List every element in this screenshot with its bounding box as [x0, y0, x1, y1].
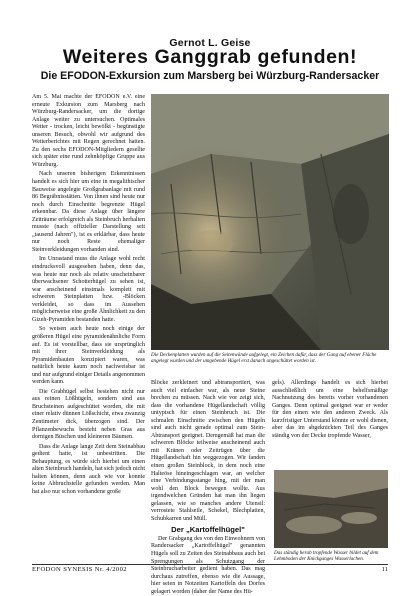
paragraph: So weisen auch heute noch einige der größeren Hügel eine pyramidenähnliche Form auf. Es ist vorstellbar, dass sie ursprünglich mit ihrer Steinverkleidung als Pyramidenbauten konzipiert waren, was natürlich heute kaum noch nachweisbar ist und nur aufgrund einiger Details angenommen werden kann. — [32, 326, 146, 386]
paragraph: Dass die Anlage lange Zeit dem Steinabbau gedient hatte, ist unbestritten. Die Behauptung, es würde sich hierbei um einen alten Steinbruch handeln, hat sich jedoch nicht halten können, denn auch wie vor konnte keine Abbruchstelle gefunden werden. Man hat also nur schon vorhandene große — [32, 443, 146, 495]
page-number: 11 — [381, 566, 388, 573]
paragraph: Blöcke zerkleinert und abtransportiert, was auch viel einfacher war, als neue Steine brechen zu müssen. Nach wie vor zeigt sich, dass die vorhandene Hügellandschaft völlig untypisch für einen Steinbruch ist. Die schmalen Einschnitte zwischen den Hügeln sind auch nicht gerade optimal zum Stein-Abtransport geeignet. Demgemäß hat man die schweren Blöcke teilweise anscheinend auch mit Kränen oder Zeitrügen über die Hügellandschaft hin weggezogen. Wir fanden einen großen Steinblock, in dem noch eine Halteöse hineingeschlagen war, an welcher eine Verbindungsstange hing, mit der man wohl den Block bewegen wollte. Aus irgendwelchen Gründen hat man ihn liegen gelassen, wie so manches andere Utensil: verrostete Stahlseile, Schekel, Blechplatten, Schubkarren und Müll. — [151, 380, 265, 522]
text-column-3 — [272, 380, 388, 468]
photo-caption: Die Deckenplatten wurden auf die Seitenwände aufgelegt, ein Zeichen dafür, dass der Gang auf ebener Fläche angelegt wurden und der umgebende Hügel erst danach angeschüttet worden ist. — [151, 352, 377, 365]
paragraph: Die Grabhügel selbst bestehen nicht nur aus reinen Lößhügeln, sondern sind aus Bruchsteinen aufgeschüttet worden, die mit einer relativ dünnen Lößschicht, etwa zwanzig Zentimeter dick, überzogen sind. Der Pflanzenbewuchs besteht neben Gras aus dornigen Büschen und kleineren Bäumen. — [32, 388, 145, 441]
stone-passage-photo — [151, 94, 389, 350]
text-column-2 — [151, 380, 265, 595]
text-column-1 — [32, 94, 145, 567]
paragraph: Im Unrastand muss die Anlage wohl recht eindrucksvoll ausgesehen haben, denn das, was heute nur noch als relativ unscheinbarer überwachsener Schotterhügel zu sehen ist, war anscheinend einstmals komplett mit schweren Steinplatten bzw. -Blöcken verkleidet, so dass im Aussehen möglicherweise eine große Ähnlichkeit zu den Gizeh-Pyramiden bestanden hatte. — [32, 256, 145, 323]
footer-publication: EFODON SYNESIS Nr. 4/2002 — [32, 566, 127, 573]
article-subtitle: Die EFODON-Exkursion zum Marsberg bei Würzburg-Randersacker — [40, 70, 380, 82]
photo-passage-ceiling — [151, 94, 389, 350]
paragraph: Am 5. Mai machte der EFODON e.V. eine erneute Exkursion zum Marsberg nach Würzburg-Randersacker, um die dortige Anlage weiter zu untersuchen. Optimales Wetter - trocken, leicht bewölkt - begünstigte unseren Besuch, obwohl wir aufgrund des Wetterberichtes mit Regen gerechnet hatten. Zu den sechs EFODON-Mitgliedern gesellte sich später eine rund zehnköpfige Gruppe aus Würzburg. — [32, 94, 145, 168]
photo-caption: Das ständig herab tropfende Wasser bildet auf dem Lehmboden der Knickganges Wasserlachen. — [274, 550, 379, 563]
section-heading: Der „Kartoffelhügel" — [171, 525, 245, 535]
paragraph: gels). Allerdings handelt es sich hierbei ausschließlich um eine behelfsmäßige Nachnutzung des bereits vorher vorhandenen Ganges. Denn optimal geeignet war er weder für den einen wie den anderen Zweck. Als kurzfristiger Unterstand könnte er wohl dienen, aber das im abgeknickten Teil des Ganges ständig von der Decke tropfende Wasser, — [272, 380, 388, 439]
paragraph: Der Grabgang des von den Einwohnern von Randersacker „Kartoffelhügel" genannten Hügels soll zu Zeiten des Steinabbaus auch bei Sprengungen als Schutzgang der Steinbrucharbeiter gedient haben. Das mag durchaus zutreffen, ebenso wie die Aussage, hier seien in Notzeiten Kartoffeln des Dorfes gelagert worden (daher der Name des Hü- — [151, 535, 265, 595]
paragraph: Nach unseren bisherigen Erkenntnissen handelt es sich hier um eine in megalithischer Bauweise angelegte Großgrabanlage mit rund 86 Begräbnisstätten. Von ihnen sind heute nur noch durch Einschnitte begrenzte Hügel erkennbar. Da diese Anlage über längere Zeiträume erfolgreich als Steinbruch herhalten musste (nach offizieller Darstellung seit „tausend Jahren"), ist es erklärbar, dass heute nur noch Reste ehemaliger Steinverkleidungen vorhanden sind. — [32, 171, 145, 253]
footer-divider — [32, 564, 388, 565]
passage-water-photo — [274, 470, 388, 548]
photo-water-puddle — [274, 470, 388, 548]
article-title: Weiteres Ganggrab gefunden! — [62, 46, 358, 68]
article-author: Gernot L. Geise — [169, 37, 251, 49]
